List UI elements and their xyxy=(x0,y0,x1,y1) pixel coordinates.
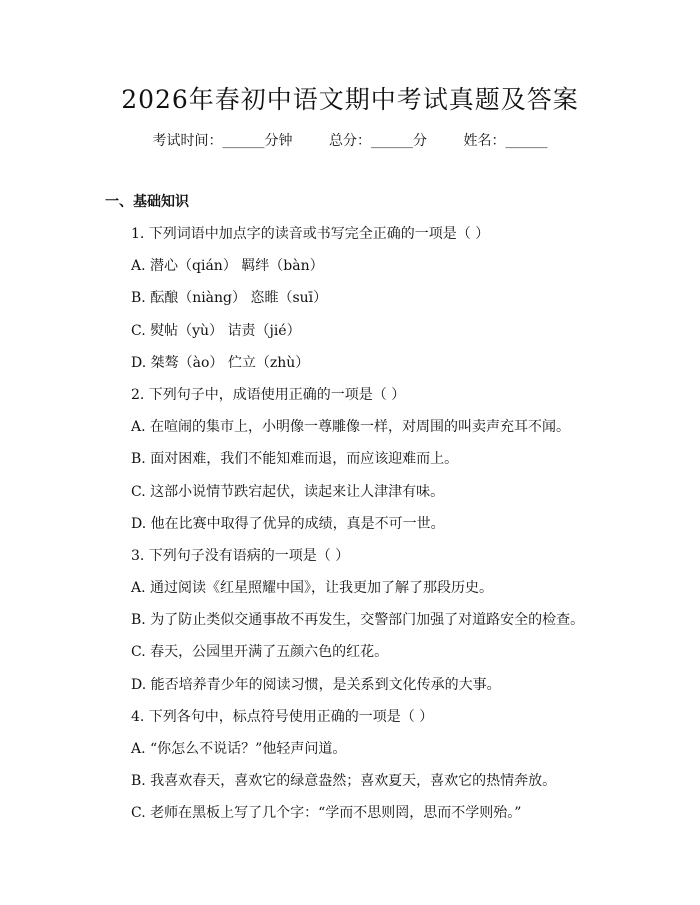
question-3-option-c: C. 春天，公园里开满了五颜六色的红花。 xyxy=(131,644,389,661)
student-name-field: 姓名：______ xyxy=(463,133,548,149)
question-1-option-a: A. 潜心（qián） 羁绊（bàn） xyxy=(131,258,324,275)
question-3-option-d: D. 能否培养青少年的阅读习惯，是关系到文化传承的大事。 xyxy=(131,676,501,693)
section-heading: 一、基础知识 xyxy=(105,194,189,210)
question-2-stem: 2. 下列句子中，成语使用正确的一项是（ ） xyxy=(131,386,406,403)
exam-title: 2026年春初中语文期中考试真题及答案 xyxy=(121,85,579,114)
question-1-stem: 1. 下列词语中加点字的读音或书写完全正确的一项是（ ） xyxy=(131,226,490,242)
total-score-field: 总分：______分 xyxy=(329,133,427,149)
question-1-option-d: D. 桀骜（ào） 伫立（zhù） xyxy=(131,354,310,371)
question-4-option-b: B. 我喜欢春天，喜欢它的绿意盎然；喜欢夏天，喜欢它的热情奔放。 xyxy=(131,773,557,790)
question-2-option-d: D. 他在比赛中取得了优异的成绩，真是不可一世。 xyxy=(131,515,445,532)
question-1-option-b: B. 酝酿（niàng） 恣睢（suī） xyxy=(131,290,328,307)
question-2-option-c: C. 这部小说情节跌宕起伏，读起来让人津津有味。 xyxy=(131,483,445,500)
question-1-option-c: C. 熨帖（yù） 诘责（jié） xyxy=(131,322,301,339)
question-list xyxy=(131,218,671,830)
question-4-option-c: C. 老师在黑板上写了几个字：“学而不思则罔，思而不学则殆。” xyxy=(131,805,522,822)
question-3-option-b: B. 为了防止类似交通事故不再发生，交警部门加强了对道路安全的检查。 xyxy=(131,612,585,629)
question-4-option-a: A. “你怎么不说话？”他轻声问道。 xyxy=(131,741,347,757)
question-2-option-b: B. 面对困难，我们不能知难而退，而应该迎难而上。 xyxy=(131,451,459,468)
question-4-stem: 4. 下列各句中，标点符号使用正确的一项是（ ） xyxy=(131,708,434,725)
question-3-option-a: A. 通过阅读《红星照耀中国》，让我更加了解了那段历史。 xyxy=(131,580,494,597)
exam-time-field: 考试时间：______分钟 xyxy=(152,133,293,149)
question-2-option-a: A. 在喧闹的集市上，小明像一尊雕像一样，对周围的叫卖声充耳不闻。 xyxy=(131,419,571,436)
question-3-stem: 3. 下列句子没有语病的一项是（ ） xyxy=(131,547,350,564)
exam-info-row xyxy=(0,130,700,150)
